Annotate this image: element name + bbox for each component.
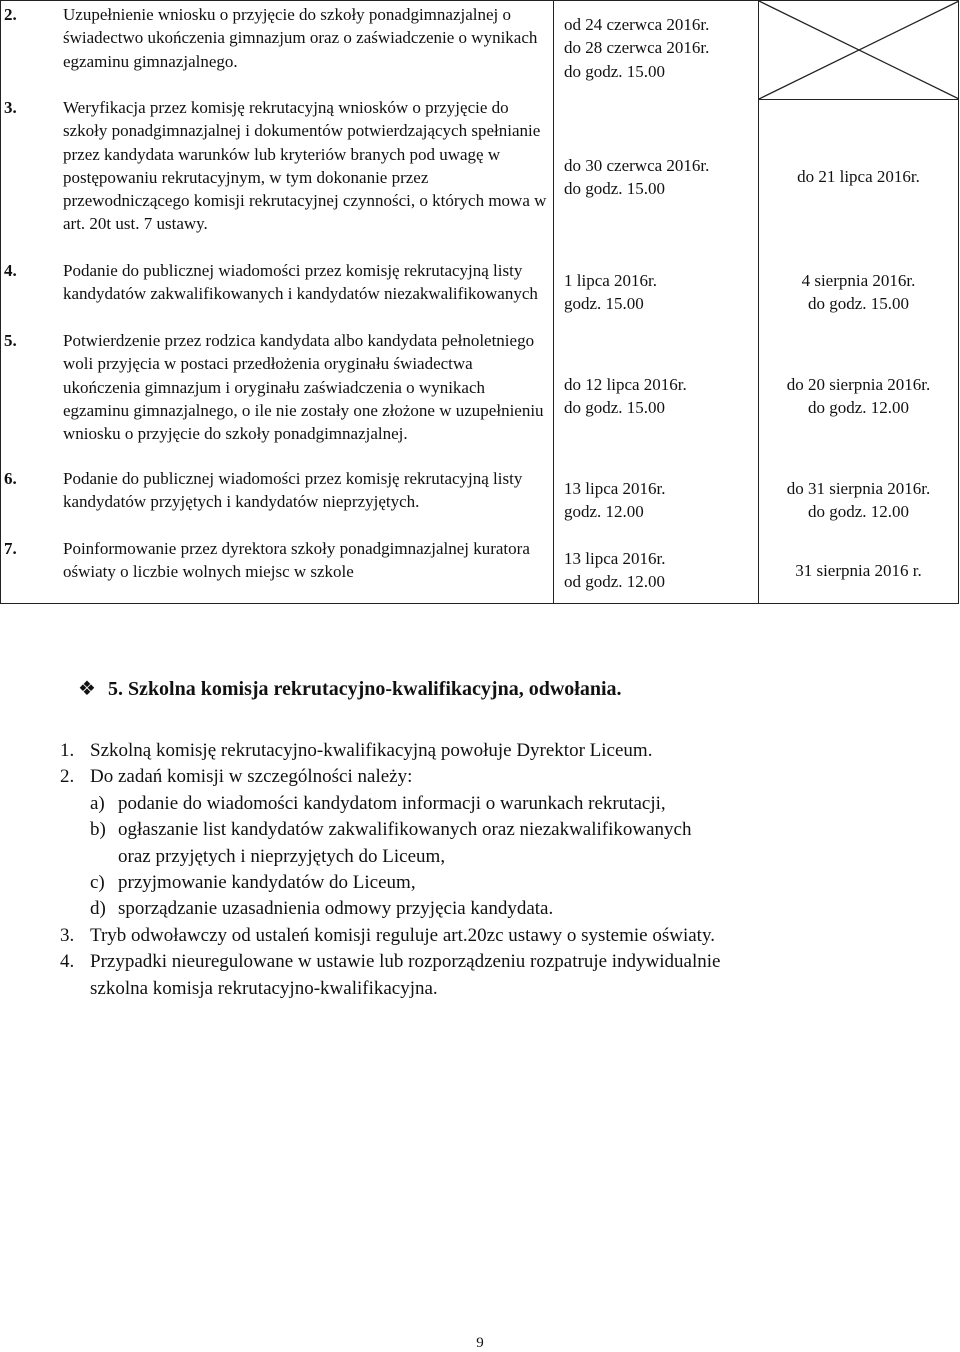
list-subitem-c: c) przyjmowanie kandydatów do Liceum, — [90, 872, 416, 894]
deadline-line: 13 lipca 2016r. — [564, 549, 666, 568]
list-subitem-a: a) podanie do wiadomości kandydatom informacji o warunkach rekrutacji, — [90, 792, 666, 814]
deadline-line: do 12 lipca 2016r. — [564, 375, 687, 394]
deadline-line: godz. 15.00 — [564, 294, 644, 314]
list-item-1: 1. Szkolną komisję rekrutacyjno-kwalifikacyjną powołuje Dyrektor Liceum. — [60, 740, 653, 761]
deadline-line: 4 sierpnia 2016r. — [801, 271, 916, 290]
item-number: 5. — [4, 331, 17, 350]
deadline-line: 31 sierpnia 2016 r. — [795, 561, 922, 580]
recruitment-schedule-table — [0, 0, 959, 604]
deadline-row-4 — [564, 269, 657, 316]
deadline-line: od godz. 12.00 — [564, 572, 666, 592]
deadline-line: do 31 sierpnia 2016r. — [786, 479, 931, 498]
section-title-text: 5. Szkolna komisja rekrutacyjno-kwalifikacyjna, odwołania. — [107, 678, 622, 700]
deadline-line: do godz. 15.00 — [564, 179, 666, 199]
schedule-item-2 — [1, 3, 549, 73]
item-text: Uzupełnienie wniosku o przyjęcie do szkoły ponadgimnazjalnej o świadectwo ukończenia gimnazjum oraz o zaświadczenie o wynikach egzaminu gimnazjalnego. — [63, 5, 538, 71]
deadline-line: do 30 czerwca 2016r. — [564, 156, 710, 175]
deadline-line: godz. 12.00 — [564, 502, 644, 522]
diamond-bullet-icon: ❖ — [78, 678, 96, 700]
schedule-item-5 — [1, 329, 549, 445]
schedule-item-4 — [1, 259, 549, 306]
deadline2-row-7 — [759, 559, 958, 582]
list-item-4: 4. Przypadki nieuregulowane w ustawie lub rozporządzeniu rozpatruje indywidualnie — [60, 951, 721, 973]
deadline2-row-3 — [759, 165, 958, 188]
item-text: Podanie do publicznej wiadomości przez komisję rekrutacyjną listy kandydatów przyjętych i kandydatów nieprzyjętych. — [63, 469, 523, 512]
item-text: Poinformowanie przez dyrektora szkoły ponadgimnazjalnej kuratora oświaty o liczbie wolnych miejsc w szkole — [63, 539, 530, 582]
item-number: 2. — [4, 5, 17, 24]
deadline-column-1 — [554, 1, 759, 604]
deadline-row-6 — [564, 477, 666, 524]
deadline-line: do godz. 12.00 — [807, 398, 910, 418]
list-item-3: 3. Tryb odwoławczy od ustaleń komisji reguluje art.20zc ustawy o systemie oświaty. — [60, 924, 715, 946]
section-heading — [78, 676, 622, 701]
deadline-column-2 — [759, 1, 959, 604]
schedule-item-7 — [1, 537, 549, 584]
deadline-line: do godz. 12.00 — [807, 502, 910, 522]
schedule-item-3 — [1, 96, 549, 236]
item-number: 3. — [4, 98, 17, 117]
item-number: 6. — [4, 469, 17, 488]
schedule-item-6 — [1, 467, 549, 514]
deadline-line: od 24 czerwca 2016r. — [564, 15, 710, 34]
page-number: 9 — [476, 1335, 484, 1351]
deadline-line: 1 lipca 2016r. — [564, 271, 658, 290]
not-applicable-cross — [759, 1, 959, 100]
item-text: Potwierdzenie przez rodzica kandydata albo kandydata pełnoletniego woli przyjęcia w postaci przedłożenia oryginału świadectwa ukończenia gimnazjum i oryginału zaświadczenia o wynikach egzaminu gimnazjalnego, o ile nie zostały one złożone w uzupełnieniu wniosku o przyjęcie do szkoły ponadgimnazjalnej. — [63, 331, 544, 444]
commission-rules-list — [60, 738, 940, 1002]
deadline-row-7 — [564, 547, 666, 594]
list-item-2: 2. Do zadań komisji w szczególności należy: — [60, 766, 413, 788]
deadline-line: do 20 sierpnia 2016r. — [786, 375, 931, 394]
deadline2-row-6 — [759, 477, 958, 524]
item-text: Weryfikacja przez komisję rekrutacyjną wniosków o przyjęcie do szkoły ponadgimnazjalnej i dokumentów potwierdzających spełnianie przez kandydata warunków lub kryteriów branych pod uwagę w postępowaniu rekrutacyjnym, w tym dokonanie przez przewodniczącego komisji rekrutacyjnej czynności, o których mowa w art. 20t ust. 7 ustawy. — [63, 98, 547, 234]
list-item-4-continuation: szkolna komisja rekrutacyjno-kwalifikacyjna. — [90, 977, 438, 999]
list-subitem-d: d) sporządzanie uzasadnienia odmowy przyjęcia kandydata. — [90, 898, 554, 920]
deadline-line: do godz. 15.00 — [564, 61, 666, 81]
deadline-row-5 — [564, 373, 687, 420]
description-column — [1, 1, 554, 604]
deadline2-row-4 — [759, 269, 958, 316]
deadline-line: do 28 czerwca 2016r. — [564, 38, 710, 58]
list-subitem-b: b) ogłaszanie list kandydatów zakwalifikowanych oraz niezakwalifikowanych — [90, 819, 692, 841]
deadline-line: 13 lipca 2016r. — [564, 479, 666, 498]
item-number: 4. — [4, 261, 17, 280]
item-number: 7. — [4, 539, 17, 558]
deadline-line: do 21 lipca 2016r. — [797, 167, 920, 186]
deadline-row-2 — [564, 13, 709, 83]
deadline-line: do godz. 15.00 — [564, 398, 666, 418]
list-subitem-b-continuation: oraz przyjętych i nieprzyjętych do Liceum, — [118, 845, 446, 867]
item-text: Podanie do publicznej wiadomości przez komisję rekrutacyjną listy kandydatów zakwalifikowanych i kandydatów niezakwalifikowanych — [63, 261, 538, 304]
deadline-row-3 — [564, 154, 709, 201]
deadline2-row-5 — [759, 373, 958, 420]
deadline-line: do godz. 15.00 — [807, 294, 910, 314]
